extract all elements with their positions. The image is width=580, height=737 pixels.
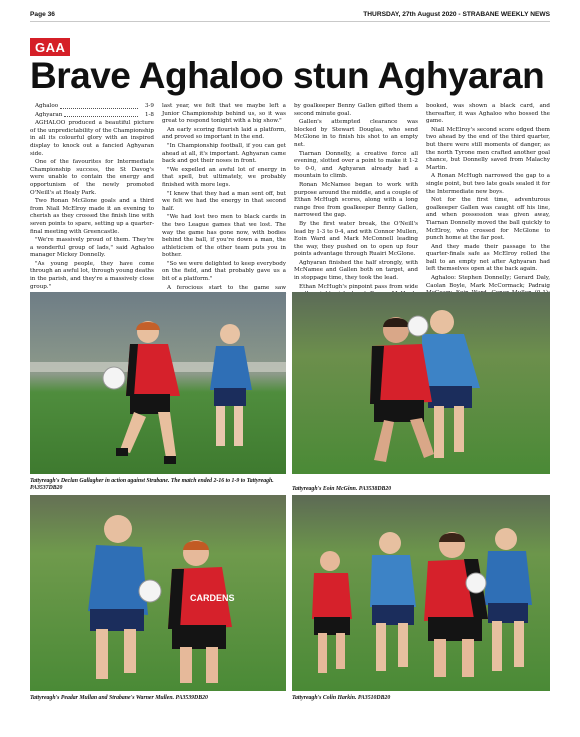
paragraph: Niall McElroy's second score edged them two ahead by the end of the third quarter, but there were still moments of danger, as the north Tyrone men crafted another goal chance, but Donnelly saved from Malachy Martin. — [426, 126, 550, 171]
paragraph: And they made their passage to the quarter-finals safe as McElroy rolled the ball to an empty net after Aghyaran had left themselves open at the back again. — [426, 243, 550, 273]
paragraph: An early scoring flourish laid a platform, and proved so important in the end. — [162, 126, 286, 141]
paragraph: "So we were delighted to keep everybody on the field, and that probably gave us a bit of a platform." — [162, 260, 286, 283]
paragraph: last year, we felt that we maybe left a Junior Championship behind us, so it was great to respond tonight with a big show." — [162, 103, 286, 125]
photo-caption-mcginn: Tattyreagh's Eoin McGinn. PA3538DB20 — [292, 486, 392, 492]
paragraph: Gallen's attempted clearance was blocked by Stewart Douglas, who send McGlone in to finish his shot to an empty net. — [294, 119, 418, 148]
paragraph: Not for the first time, adventurous goalkeeper Gallen was caught off his line, and when possession was given away, Tiarnan Donnelly moved the ball quickly to McElroy, who crossed for McGlone to punch home at the far post. — [426, 197, 550, 242]
dateline: THURSDAY, 27th August 2020 - STRABANE WEEKLY NEWS — [363, 11, 550, 18]
score-line: Aghaloo 3-9 — [35, 103, 154, 109]
paragraph: booked, was shown a black card, and thereafter, it was Aghaloo who bossed the game. — [426, 103, 550, 125]
score-line: Aghyaran 1-8 — [35, 111, 154, 118]
paragraph: "We had lost two men to black cards in the two League games that we lost. The way the game has gone now, with bodies behind the ball, if you're down a man, the athleticism of the other team puts you in bother. — [162, 214, 286, 259]
paragraph: "We expelled an awful lot of energy in that spell, but ultimately, we probably finished with more legs. — [162, 166, 286, 188]
photo-caption-mullan: Tattyreagh's Peadar Mullan and Strabane's Warner Mullen. PA3539DB20 — [30, 695, 208, 701]
paragraph: "We're massively proud of them. They're a wonderful group of lads," said Aghaloo manager Mickey Donnelly. — [30, 237, 154, 259]
article-column-4 — [426, 103, 550, 288]
photo-mullan — [30, 495, 286, 691]
paragraph: Two Ronan McGlone goals and a third from Niall McElroy made it an evening to cherish as they crossed the finish line with seven points to spare, setting up a quarter-final meeting with Greencastle. — [30, 198, 154, 235]
paragraph: Aghaloo: Stephen Donnelly; Gerard Daly, Caolan Boyle, Mark McCormack; Padraig — [426, 275, 550, 289]
photo-gallagher — [30, 292, 286, 474]
photo-caption-harkin: Tattyreagh's Colin Harkin. PA3510DB20 — [292, 695, 391, 701]
photo-mcginn-image — [292, 292, 550, 474]
paragraph: Aghyaran finished the half strongly, with McNamee and Gallen both on target, and in stoppage time, they took the lead. — [294, 259, 418, 282]
photo-mcginn — [292, 292, 550, 474]
page-folio — [30, 8, 550, 20]
section-tag: GAA — [30, 38, 70, 56]
header-rule — [30, 21, 550, 22]
page-number: Page 36 — [30, 11, 55, 18]
paragraph: "In Championship football, if you can get ahead at all, it's important. Aghyaran came back and got their noses in front. — [162, 142, 286, 165]
paragraph: by goalkeeper Benny Gallen gifted them a second minute goal. — [294, 103, 418, 117]
paragraph: By the first water break, the O'Neill's lead by 1-3 to 0-4, and with Connor Mullen, Eoin Ward and Mark McConnell leading the way, they pushed on to open up four points advantage through Ruairi McGlone. — [294, 220, 418, 258]
headline: Brave Aghaloo stun Aghyaran — [30, 55, 545, 96]
article-column-2 — [162, 103, 286, 291]
photo-harkin — [292, 495, 550, 691]
jersey-sponsor-text: CARDENS — [190, 593, 235, 603]
paragraph: A ferocious start to the game saw — [167, 284, 286, 291]
paragraph: Ethan McHugh's pinpoint pass from wide — [299, 283, 418, 290]
paragraph: Ronan McNamee began to work with purpose around the middle, and a couple of Ethan McHugh scores, along with a long range free from goalkeeper Benny Gallen, narrowed the gap. — [294, 181, 418, 219]
paragraph: Tiarnan Donnelly, a creative force all evening, slotted over a point to make it 1-2 to 0-0, and Aghyaran already had a mountain to climb. — [294, 150, 418, 180]
article-body — [30, 103, 550, 291]
paragraph: "As young people, they have come through an awful lot, through young deaths in the parish, and they're a massively close group." — [30, 260, 154, 290]
paragraph: One of the favourites for Intermediate Championship success, the St Davog's were unable to contain the energy and opportunism of the newly promoted O'Neill's at Healy Park. — [30, 159, 154, 196]
paragraph: AGHALOO produced a beautiful picture of the unpredictability of the Championship in all its colourful glory with an inspired display to knock out a fancied Aghyaran side. — [30, 120, 155, 157]
photo-mullan-image — [30, 495, 286, 691]
photo-gallagher-image — [30, 292, 286, 474]
article-column-1 — [30, 103, 154, 288]
photo-caption-gallagher: Tattyreagh's Declan Gallagher in action against Strabane. The match ended 2-16 to 1-9 to Tattyreagh. PA3537DB20 — [30, 478, 274, 492]
article-column-3 — [294, 103, 418, 288]
paragraph: A Ronan McHugh narrowed the gap to a single point, but two late goals sealed it for the Intermediate new boys. — [426, 173, 550, 195]
paragraph: "I knew that they had a man sent off, but we felt we had the energy in that second half. — [162, 190, 286, 212]
photo-harkin-image — [292, 495, 550, 691]
